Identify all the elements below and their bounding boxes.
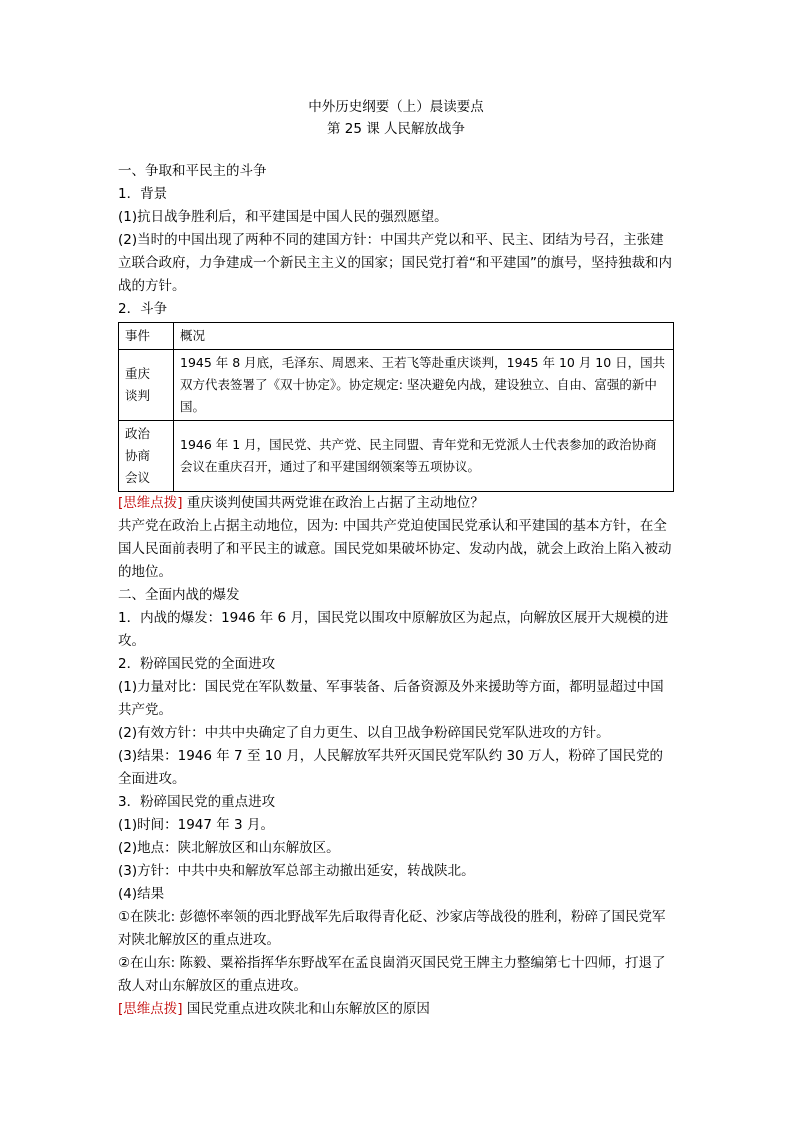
think-tag: [思维点拨] <box>118 1001 183 1017</box>
key-offensive-point-2: (2)地点：陕北解放区和山东解放区。 <box>118 840 340 856</box>
think-tag: [思维点拨] <box>118 495 183 511</box>
table-header-row <box>119 323 674 350</box>
result-shandong: ②在山东: 陈毅、粟裕指挥华东野战军在孟良崮消灭国民党王牌主力整编第七十四师，打退了敌人对山东解放区的重点进攻。 <box>118 955 666 994</box>
event-text: 政治 <box>125 426 151 441</box>
spacer <box>118 140 674 160</box>
key-offensive-point-4: (4)结果 <box>118 886 165 902</box>
think-answer-1: 共产党在政治上占据主动地位，因为: 中国共产党迫使国民党承认和平建国的基本方针，在全国人民面前表明了和平民主的诚意。国民党如果破坏协定、发动内战，就会上政治上陷入被动的地位。 <box>118 518 672 580</box>
header-overview: 概况 <box>174 323 674 350</box>
section-heading-2: 二、全面内战的爆发 <box>118 587 240 603</box>
background-point-1: (1)抗日战争胜利后，和平建国是中国人民的强烈愿望。 <box>118 209 448 225</box>
lesson-title: 第 25 课 人民解放战争 <box>326 121 466 137</box>
overview-cell: 1945 年 8 月底，毛泽东、周恩来、王若飞等赴重庆谈判，1945 年 10 月 10 日，国共双方代表签署了《双十协定》。协定规定: 坚决避免内战，建设独立、自由、富强的新中国。 <box>174 350 674 421</box>
table-row <box>119 350 674 421</box>
document-page <box>118 96 674 1021</box>
full-offensive-point-2: (2)有效方针：中共中央确定了自力更生、以自卫战争粉碎国民党军队进攻的方针。 <box>118 725 610 741</box>
think-question-text: 国民党重点进攻陕北和山东解放区的原因 <box>186 1001 430 1017</box>
struggle-table <box>118 322 674 492</box>
key-offensive-point-3: (3)方针：中共中央和解放军总部主动撤出延安，转战陕北。 <box>118 863 475 879</box>
key-offensive-point-1: (1)时间：1947 年 3 月。 <box>118 817 274 833</box>
background-heading: 1．背景 <box>118 186 168 202</box>
full-offensive-point-1: (1)力量对比：国民党在军队数量、军事装备、后备资源及外来援助等方面，都明显超过中国共产党。 <box>118 679 664 718</box>
think-question-text: 重庆谈判使国共两党谁在政治上占据了主动地位？ <box>186 495 484 511</box>
event-cell <box>119 421 174 492</box>
think-question-1 <box>118 492 674 515</box>
event-text: 谈判 <box>125 388 151 403</box>
section-heading-1: 一、争取和平民主的斗争 <box>118 163 267 179</box>
event-text: 协商 <box>125 448 151 463</box>
overview-cell: 1946 年 1 月，国民党、共产党、民主同盟、青年党和无党派人士代表参加的政治协商会议在重庆召开，通过了和平建国纲领案等五项协议。 <box>174 421 674 492</box>
event-text: 会议 <box>125 470 151 485</box>
full-offensive-heading: 2．粉碎国民党的全面进攻 <box>118 656 276 672</box>
background-point-2: (2)当时的中国出现了两种不同的建国方针：中国共产党以和平、民主、团结为号召，主张建立联合政府，力争建成一个新民主主义的国家；国民党打着“和平建国”的旗号，坚持独裁和内战的方针。 <box>118 232 672 294</box>
doc-title: 中外历史纲要（上）晨读要点 <box>308 99 484 115</box>
table-row <box>119 421 674 492</box>
struggle-heading: 2．斗争 <box>118 301 168 317</box>
header-event: 事件 <box>119 323 174 350</box>
outbreak-paragraph: 1．内战的爆发：1946 年 6 月，国民党以围攻中原解放区为起点，向解放区展开大规模的进攻。 <box>118 610 669 649</box>
full-offensive-point-3: (3)结果：1946 年 7 至 10 月，人民解放军共歼灭国民党军队约 30 万人，粉碎了国民党的全面进攻。 <box>118 748 663 787</box>
event-text: 重庆 <box>125 366 151 381</box>
result-shaanbei: ①在陕北: 彭德怀率领的西北野战军先后取得青化砭、沙家店等战役的胜利，粉碎了国民党军对陕北解放区的重点进攻。 <box>118 909 666 948</box>
key-offensive-heading: 3．粉碎国民党的重点进攻 <box>118 794 276 810</box>
think-question-2 <box>118 998 674 1021</box>
event-cell <box>119 350 174 421</box>
